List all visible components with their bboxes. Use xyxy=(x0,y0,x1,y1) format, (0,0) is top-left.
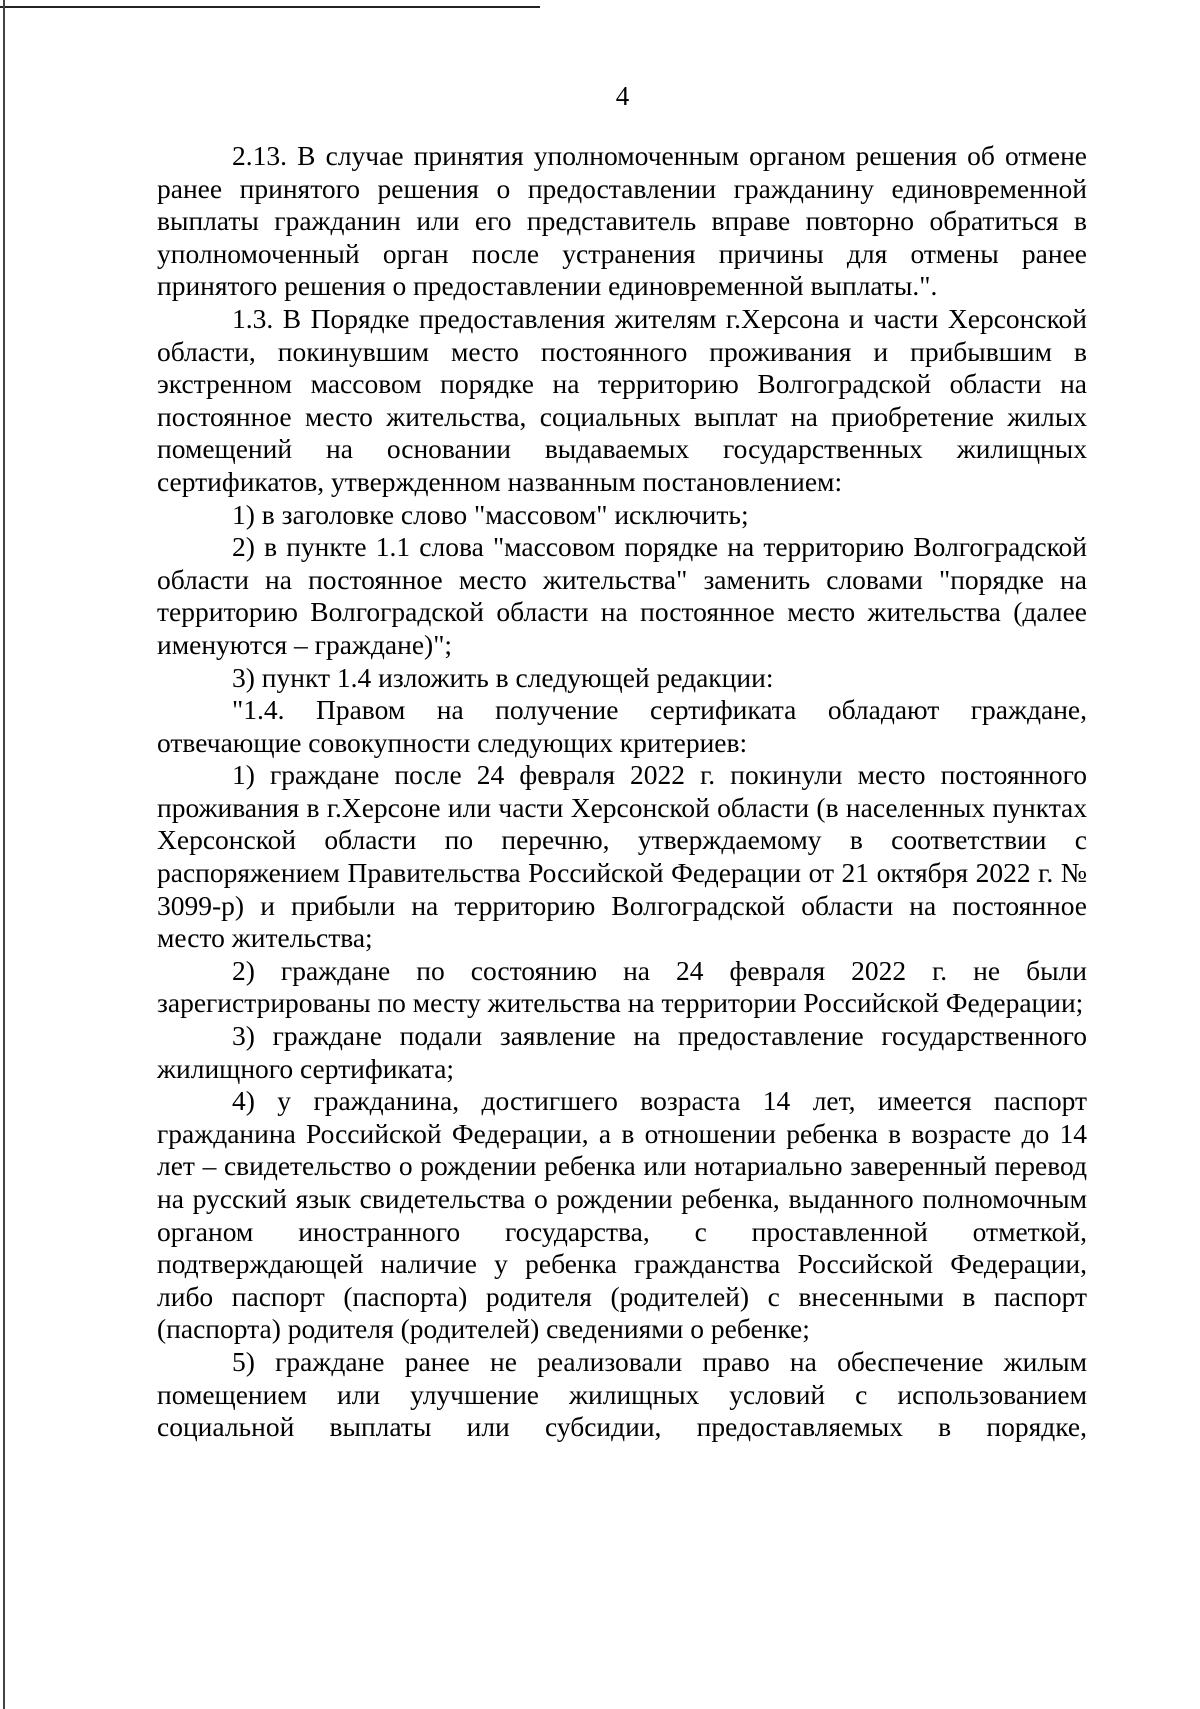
criterion-3: 3) граждане подали заявление на предоставление государственного жилищного сертификата; xyxy=(157,1020,1087,1084)
criterion-4: 4) у гражданина, достигшего возраста 14 лет, имеется паспорт гражданина Российской Федерации, а в отношении ребенка в возрасте до 14 лет – свидетельство о рождении ребенка или нотариально заверенный перевод на русский язык свидетельства о рождении ребенка, выданного полномочным органом иностранного государства, с проставленной отметкой, подтверждающей наличие у ребенка гражданства Российской Федерации, либо паспорт (паспорта) родителя (родителей) с внесенными в паспорт (паспорта) родителя (родителей) сведениями о ребенке; xyxy=(157,1085,1087,1345)
criterion-2: 2) граждане по состоянию на 24 февраля 2022 г. не были зарегистрированы по месту жительства на территории Российской Федерации; xyxy=(157,954,1087,1019)
document-body xyxy=(157,140,1087,1444)
scan-top-edge-line xyxy=(0,6,540,8)
paragraph-1-4: "1.4. Правом на получение сертификата обладают граждане, отвечающие совокупности следующих критериев: xyxy=(157,694,1087,758)
page-number: 4 xyxy=(615,81,630,111)
list-item-1: 1) в заголовке слово "массовом" исключить; xyxy=(232,498,749,530)
criterion-5: 5) граждане ранее не реализовали право на обеспечение жилым помещением или улучшение жилищных условий с использованием социальной выплаты или субсидии, предоставляемых в порядке, xyxy=(157,1345,1087,1443)
criterion-1: 1) граждане после 24 февраля 2022 г. покинули место постоянного проживания в г.Херсоне или части Херсонской области (в населенных пунктах Херсонской области по перечню, утверждаемому в соответствии с распоряжением Правительства Российской Федерации от 21 октября 2022 г. № 3099-р) и прибыли на территорию Волгоградской области на постоянное место жительства; xyxy=(157,759,1087,954)
list-item-3: 3) пункт 1.4 изложить в следующей редакции: xyxy=(232,661,774,693)
paragraph-1-3: 1.3. В Порядке предоставления жителям г.Херсона и части Херсонской области, покинувшим место постоянного проживания и прибывшим в экстренном массовом порядке на территорию Волгоградской области на постоянное место жительства, социальных выплат на приобретение жилых помещений на основании выдаваемых государственных жилищных сертификатов, утвержденном названным постановлением: xyxy=(157,302,1087,497)
list-item-2: 2) в пункте 1.1 слова "массовом порядке на территорию Волгоградской области на постоянное место жительства" заменить словами "порядке на территорию Волгоградской области на постоянное место жительства (далее именуются – граждане)"; xyxy=(157,531,1087,660)
scan-left-edge-line xyxy=(3,0,5,1709)
paragraph-2-13: 2.13. В случае принятия уполномоченным органом решения об отмене ранее принятого решения о предоставлении гражданину единовременной выплаты гражданин или его представитель вправе повторно обратиться в уполномоченный орган после устранения причины для отмены ранее принятого решения о предоставлении единовременной выплаты.". xyxy=(157,140,1087,302)
